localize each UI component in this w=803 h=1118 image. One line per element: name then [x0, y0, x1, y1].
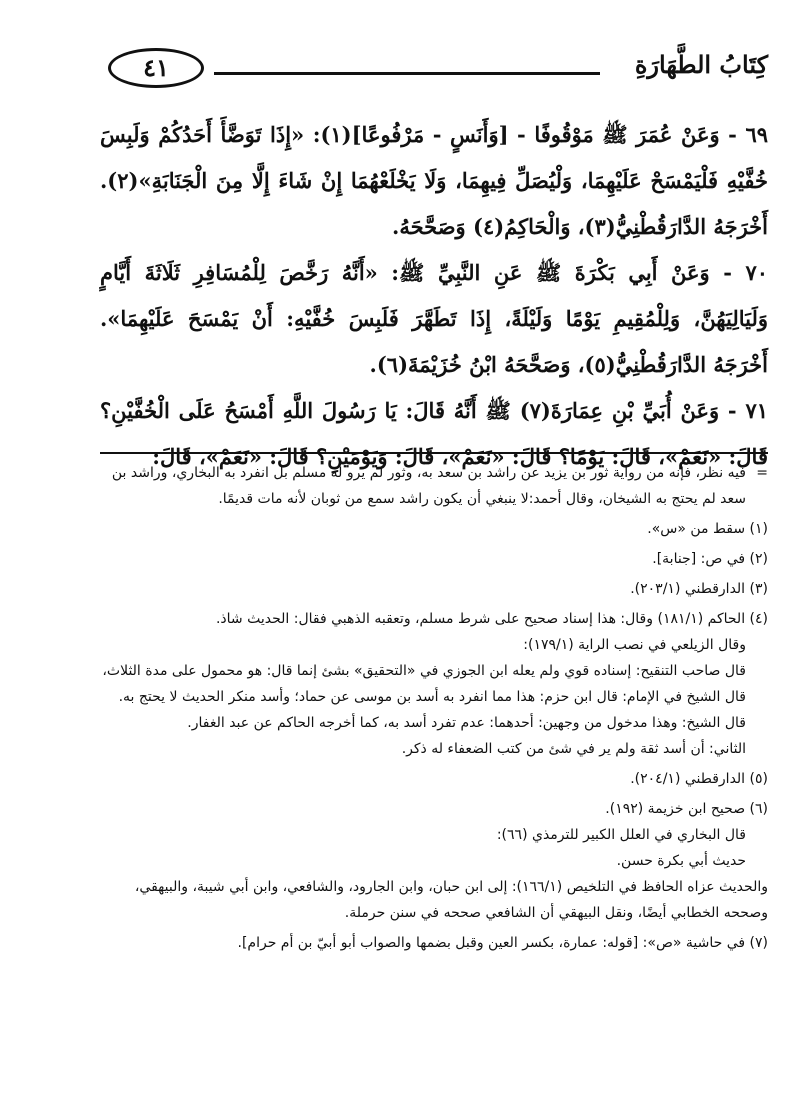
hadith-71: ٧١ - وَعَنْ أُبَيِّ بْنِ عِمَارَةَ(٧) ﷺ أَنَّهُ قَالَ: يَا رَسُولَ اللَّهِ أَمْسَحُ عَلَى الْخُفَّيْنِ؟ قَالَ: «نَعَمْ»، قَالَ: يَوْمًا؟ قَالَ: «نَعَمْ»، قَالَ: وَيَوْمَيْنِ؟ قَالَ: «نَعَمْ»، قَالَ: — [100, 398, 769, 469]
footnote-4-line-b: قال صاحب التنقيح: إسناده قوي ولم يعله ابن الجوزي في «التحقيق» بشئ إنما قال: هو محمول على مدة الثلاث، قال الشيخ في الإمام: قال ابن حزم: هذا مما انفرد به أسد بن موسى عن حماد؛ وأسد منكر الحديث لا يحتج به. — [102, 663, 746, 705]
footnote-5: (٥) الدارقطني (٢٠٤/١). — [630, 771, 768, 787]
page-header — [108, 42, 768, 94]
header-rule — [214, 72, 600, 75]
continuation-mark: = — [756, 465, 768, 481]
hadith-70: ٧٠ - وَعَنْ أَبِي بَكْرَةَ ﷺ عَنِ النَّبِيِّ ﷺ: «أَنَّهُ رَخَّصَ لِلْمُسَافِرِ ثَلَاثَةَ أَيَّامٍ وَلَيَالِيَهُنَّ، وَلِلْمُقِيمِ يَوْمًا وَلَيْلَةً، إِذَا تَطَهَّرَ فَلَبِسَ خُفَّيْهِ: أَنْ يَمْسَحَ عَلَيْهِمَا». أَخْرَجَهُ الدَّارَقُطْنِيُّ(٥)، وَصَحَّحَهُ ابْنُ خُزَيْمَةَ(٦). — [100, 260, 768, 377]
footnote-4-line-a: وقال الزيلعي في نصب الراية (١٧٩/١): — [523, 637, 746, 653]
chapter-title: كِتَابُ الطَّهَارَةِ — [634, 50, 768, 79]
footnote-1: (١) سقط من «س». — [647, 521, 768, 537]
footnote-6-line-a: قال البخاري في العلل الكبير للترمذي (٦٦): — [496, 827, 746, 843]
footnote-divider — [100, 452, 768, 454]
footnote-7: (٧) في حاشية «ص»: [قوله: عمارة، بكسر العين وقبل بضمها والصواب أبو أبيّ بن أم حرام]. — [237, 935, 768, 951]
footnote-4: (٤) الحاكم (١٨١/١) وقال: هذا إسناد صحيح على شرط مسلم، وتعقبه الذهبي فقال: الحديث شاذ. — [215, 611, 768, 627]
footnote-2: (٢) في ص: [جنابة]. — [652, 551, 768, 567]
continuation-text: فيه نظر، فإنه من رواية ثور بن يزيد عن راشد بن سعد به، وثور لم يرو له مسلم بل انفرد به البخاري، وراشد بن سعد لم يحتج به الشيخان، وقال أحمد:لا ينبغي أن يكون راشد سمع من ثوبان لأنه مات قديمًا. — [111, 465, 746, 507]
hadith-text — [100, 112, 768, 480]
page-number: ٤١ — [108, 48, 204, 88]
footnote-3: (٣) الدارقطني (٢٠٣/١). — [630, 581, 768, 597]
hadith-69: ٦٩ - وَعَنْ عُمَرَ ﷺ مَوْقُوفًا - [وَأَنَسٍ - مَرْفُوعًا](١): «إِذَا تَوَضَّأَ أَحَدُكُمْ وَلَبِسَ خُفَّيْهِ فَلْيَمْسَحْ عَلَيْهِمَا، وَلْيُصَلِّ فِيهِمَا، وَلَا يَخْلَعْهُمَا إِنْ شَاءَ إِلَّا مِنَ الْجَنَابَةِ»(٢). أَخْرَجَهُ الدَّارَقُطْنِيُّ(٣)، وَالْحَاكِمُ(٤) وَصَحَّحَهُ. — [100, 122, 768, 239]
footnote-6-line-b: حديث أبي بكرة حسن. — [616, 853, 746, 869]
footnote-6: (٦) صحيح ابن خزيمة (١٩٢). — [605, 801, 768, 817]
footnote-4-line-c: قال الشيخ: وهذا مدخول من وجهين: أحدهما: عدم تفرد أسد به، كما أخرجه الحاكم عن عبد الغفار. — [187, 715, 746, 731]
footnotes — [100, 460, 768, 956]
footnote-6-line-c: والحديث عزاه الحافظ في التلخيص (١٦٦/١): إلى ابن حبان، وابن الجارود، والشافعي، وابن أبي شيبة، والبيهقي، وصححه الخطابي أيضًا، ونقل البيهقي أن الشافعي صححه في سنن حرملة. — [134, 879, 768, 921]
footnote-4-line-d: الثاني: أن أسد ثقة ولم ير في شئ من كتب الضعفاء له ذكر. — [401, 741, 746, 757]
footnote-continuation — [100, 460, 768, 512]
